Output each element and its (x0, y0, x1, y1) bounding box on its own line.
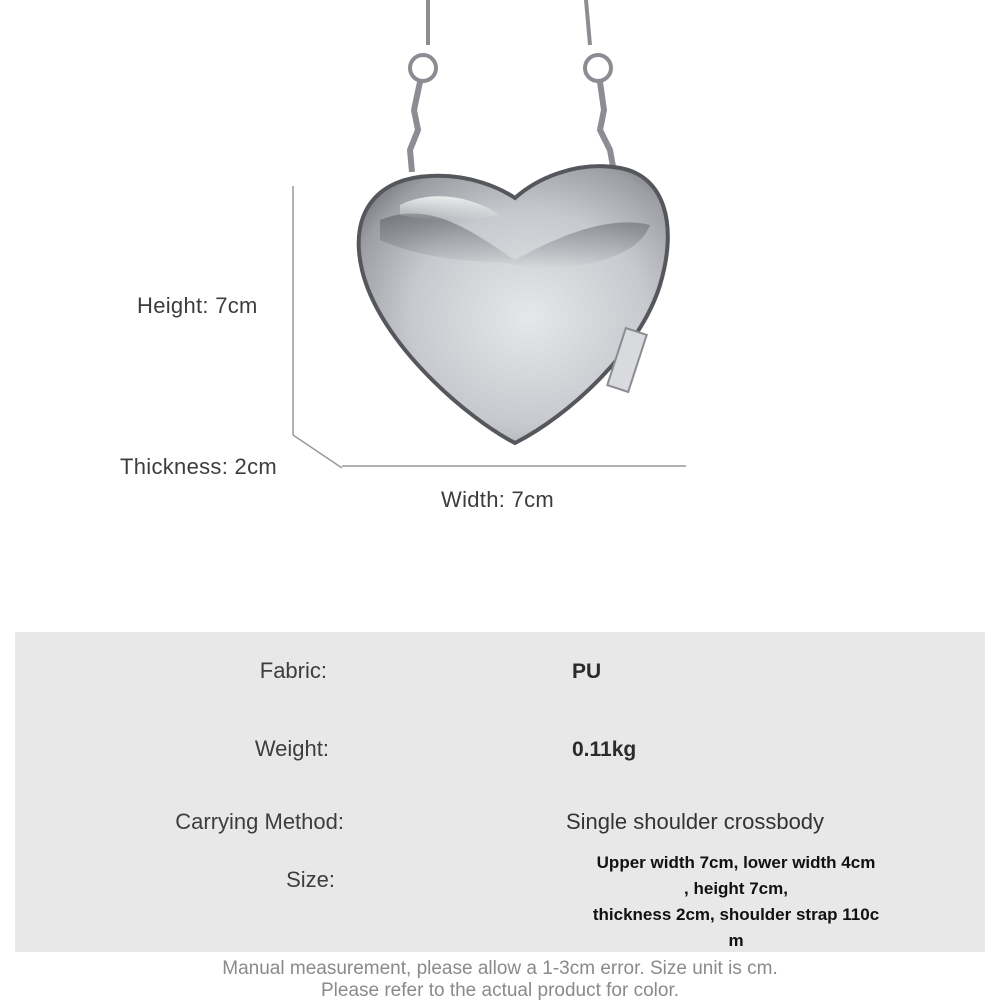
footnote-color: Please refer to the actual product for color. (320, 980, 680, 1001)
size-line: , height 7cm, (684, 879, 788, 898)
width-label: Width: 7cm (441, 487, 555, 512)
thickness-label: Thickness: 2cm (120, 454, 278, 479)
fabric-label: Fabric: (259, 658, 327, 683)
footnote-measurement: Manual measurement, please allow a 1-3cm error. Size unit is cm. (222, 958, 778, 979)
fabric-value: PU (572, 660, 602, 683)
carrying-method-label: Carrying Method: (175, 809, 344, 834)
height-label: Height: 7cm (137, 293, 258, 318)
carrying-method-value: Single shoulder crossbody (566, 809, 825, 834)
size-value (561, 850, 911, 954)
chain-left (410, 0, 436, 172)
size-label: Size: (286, 867, 335, 892)
size-line: m (728, 931, 744, 950)
weight-label: Weight: (254, 736, 329, 761)
spec-panel (15, 632, 985, 952)
weight-value: 0.11kg (572, 738, 637, 761)
chain-right (585, 0, 614, 172)
size-line: thickness 2cm, shoulder strap 110c (592, 905, 880, 924)
size-line: Upper width 7cm, lower width 4cm (596, 853, 876, 872)
